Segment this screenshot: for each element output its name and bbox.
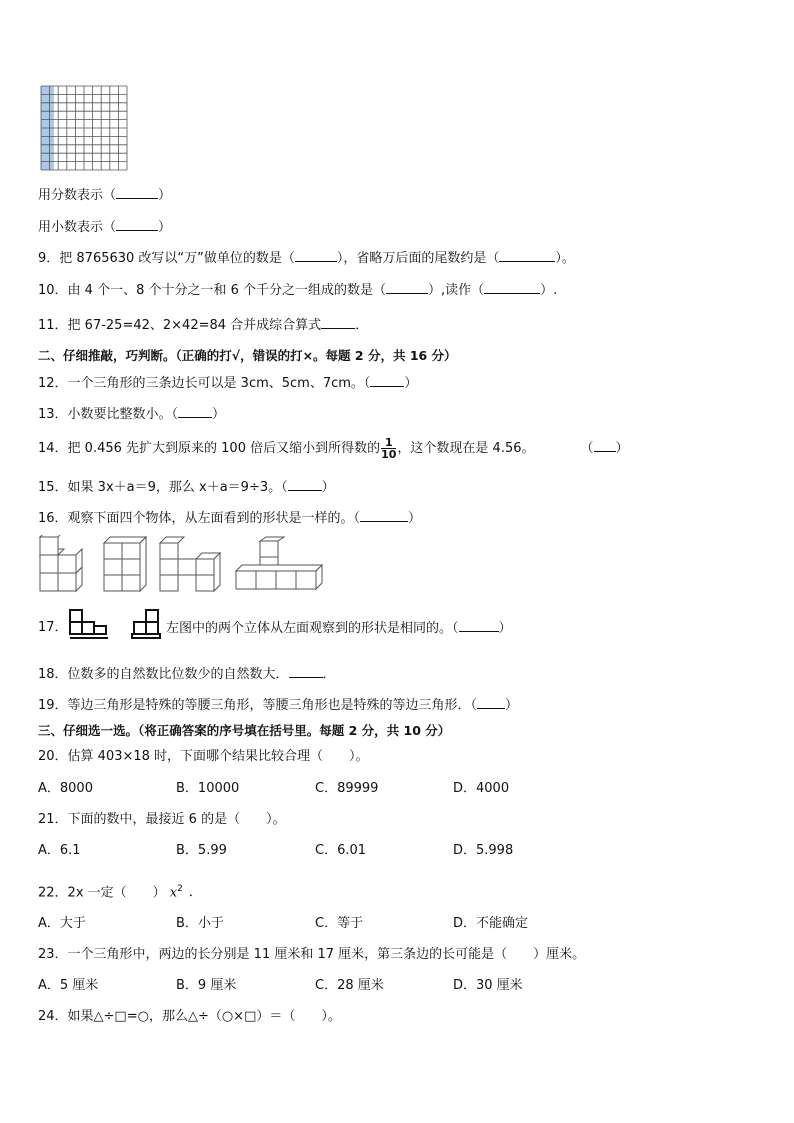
- figure-2: [104, 537, 146, 591]
- question-12: 12．一个三角形的三条边长可以是 3cm、5cm、7cm。（ ）: [38, 376, 418, 391]
- answer-blank[interactable]: [386, 281, 428, 294]
- q20-option-b[interactable]: B．10000: [176, 781, 240, 796]
- figure-1: [40, 535, 82, 591]
- q22-option-d[interactable]: D．不能确定: [453, 916, 529, 931]
- question-21: 21．下面的数中，最接近 6 的是（ ）。: [38, 812, 286, 827]
- question-9: 9．把 8765630 改写以“万”做单位的数是（ ），省略万后面的尾数约是（ ）。: [38, 251, 575, 266]
- answer-blank[interactable]: [484, 281, 540, 294]
- fraction: $\frac{1}{10}$: [381, 436, 397, 461]
- q23-option-a[interactable]: A．5 厘米: [38, 978, 99, 993]
- question-decimal: 用小数表示（ ）: [38, 220, 172, 235]
- answer-blank[interactable]: [360, 509, 408, 522]
- q23-option-d[interactable]: D．30 厘米: [453, 978, 523, 993]
- question-10: 10．由 4 个一、8 个十分之一和 6 个千分之一组成的数是（ ）,读作（ ）.: [38, 283, 558, 298]
- answer-blank[interactable]: [370, 374, 404, 387]
- question-23: 23．一个三角形中，两边的长分别是 11 厘米和 17 厘米，第三条边的长可能是（ ）厘米。: [38, 947, 586, 962]
- question-16: 16．观察下面四个物体，从左面看到的形状是一样的。（ ）: [38, 511, 422, 526]
- q21-option-a[interactable]: A．6.1: [38, 843, 81, 858]
- section-3-heading: 三、仔细选一选。（将正确答案的序号填在括号里。每题 2 分，共 10 分）: [38, 723, 451, 738]
- question-24: 24．如果△÷□=○，那么△÷（○×□）＝（ ）。: [38, 1009, 341, 1024]
- section-2-heading: 二、仔细推敲，巧判断。（正确的打√，错误的打×。每题 2 分，共 16 分）: [38, 348, 457, 363]
- answer-blank[interactable]: [594, 439, 616, 452]
- question-11: 11．把 67-25=42、2×42=84 合并成综合算式 ．: [38, 318, 369, 333]
- answer-blank[interactable]: [321, 316, 355, 329]
- answer-blank[interactable]: [295, 249, 337, 262]
- q21-option-c[interactable]: C．6.01: [315, 843, 367, 858]
- question-20: 20．估算 403×18 时，下面哪个结果比较合理（ ）。: [38, 749, 369, 764]
- cube-figures-q17: [68, 608, 164, 642]
- question-fraction: 用分数表示（ ）: [38, 188, 172, 203]
- question-14: 14．把 0.456 先扩大到原来的 100 倍后又缩小到所得数的 $\frac{1}{10}$ ，这个数现在是 4.56。 （ ）: [38, 436, 629, 461]
- answer-blank[interactable]: [289, 665, 323, 678]
- q21-option-d[interactable]: D．5.998: [453, 843, 514, 858]
- question-17-number: 17．: [38, 620, 68, 635]
- q17-figure-2: [132, 610, 160, 638]
- answer-blank[interactable]: [499, 249, 555, 262]
- variable-x: x: [169, 885, 178, 901]
- q20-option-c[interactable]: C．89999: [315, 781, 379, 796]
- q23-option-c[interactable]: C．28 厘米: [315, 978, 384, 993]
- q22-option-c[interactable]: C．等于: [315, 916, 364, 931]
- q22-option-a[interactable]: A．大于: [38, 916, 86, 931]
- hundred-grid-figure: [40, 85, 130, 171]
- answer-blank[interactable]: [116, 186, 158, 199]
- question-19: 19．等边三角形是特殊的等腰三角形，等腰三角形也是特殊的等边三角形．（ ）: [38, 698, 519, 713]
- question-17: 左图中的两个立体从左面观察到的形状是相同的。（ ）: [166, 621, 512, 636]
- answer-blank[interactable]: [178, 405, 212, 418]
- q22-option-b[interactable]: B．小于: [176, 916, 224, 931]
- q23-option-b[interactable]: B．9 厘米: [176, 978, 237, 993]
- cube-figures-q16: [38, 535, 328, 593]
- figure-3: [160, 537, 220, 591]
- question-15: 15．如果 3x＋a＝9，那么 x＋a＝9÷3。（ ）: [38, 480, 335, 495]
- answer-blank[interactable]: [288, 478, 322, 491]
- answer-blank[interactable]: [116, 218, 158, 231]
- grid-lines: [41, 86, 127, 170]
- q20-option-d[interactable]: D．4000: [453, 781, 510, 796]
- figure-4: [236, 537, 322, 589]
- q21-option-b[interactable]: B．5.99: [176, 843, 227, 858]
- question-18: 18．位数多的自然数比位数少的自然数大． ．: [38, 667, 336, 682]
- q20-option-a[interactable]: A．8000: [38, 781, 93, 796]
- question-13: 13．小数要比整数小。（ ）: [38, 407, 226, 422]
- q17-figure-1: [70, 610, 108, 638]
- answer-blank[interactable]: [459, 619, 499, 632]
- question-22: 22．2x 一定（ ） $x^2$ ．: [38, 884, 202, 901]
- answer-blank[interactable]: [477, 696, 505, 709]
